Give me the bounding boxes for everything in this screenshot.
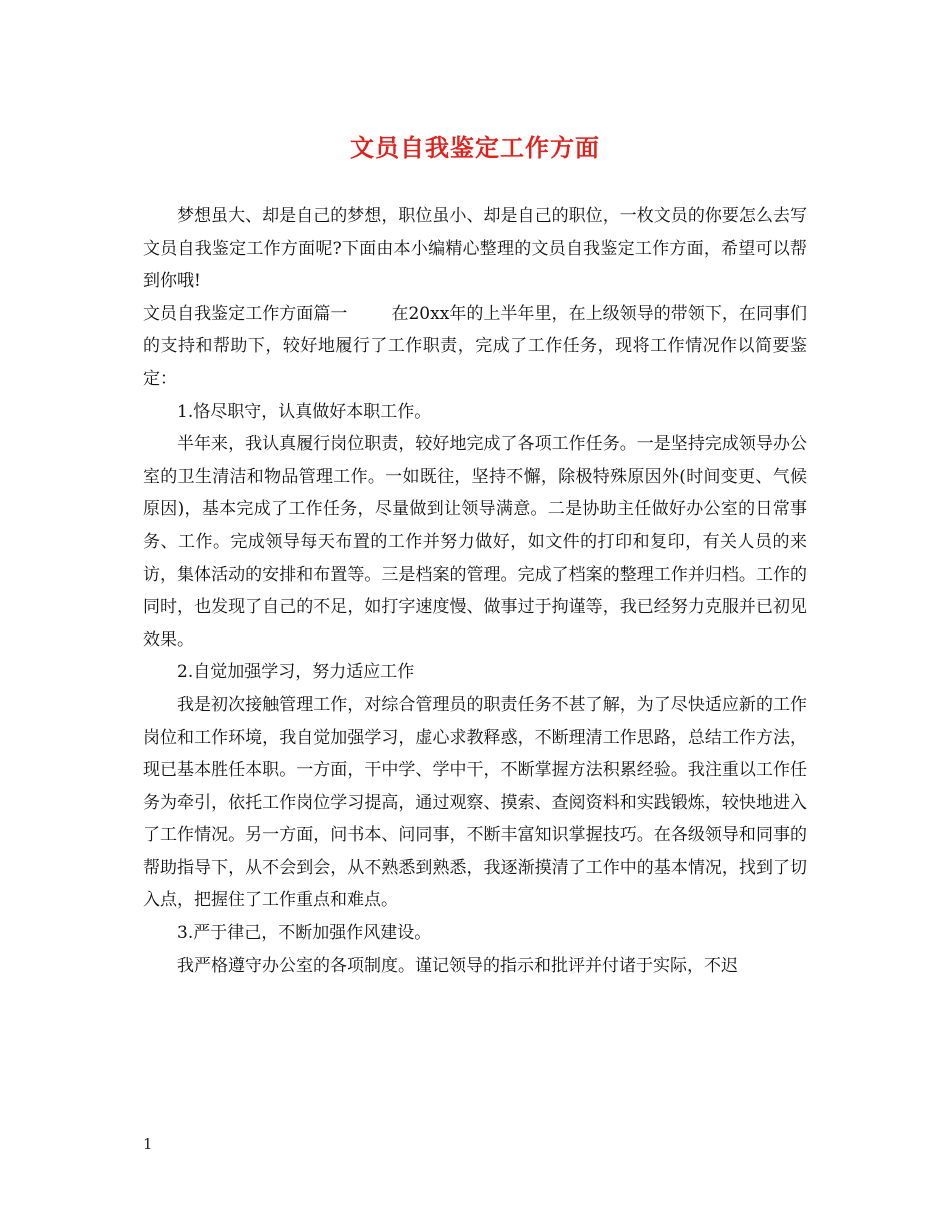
intro-paragraph: 梦想虽大、却是自己的梦想，职位虽小、却是自己的职位，一枚文员的你要怎么去写文员自我鉴定工作方面呢?下面由本小编精心整理的文员自我鉴定工作方面，希望可以帮到你哦!: [143, 206, 807, 292]
heading-3: 3.严于律己，不断加强作风建设。: [177, 923, 432, 944]
document-body: [143, 200, 807, 982]
heading-2: 2.自觉加强学习，努力适应工作: [177, 662, 415, 683]
document-title: 文员自我鉴定工作方面: [350, 133, 600, 162]
section-label: 文员自我鉴定工作方面篇一: [143, 303, 348, 324]
section-text: 在20xx年的上半年里，在上级领导的带领下，在同事们的支持和帮助下，较好地履行了工作职责，完成了工作任务，现将工作情况作以简要鉴定：: [143, 303, 808, 389]
page-number: 1: [143, 1135, 153, 1153]
heading-1: 1.恪尽职守，认真做好本职工作。: [177, 401, 432, 422]
paragraph-3: 我严格遵守办公室的各项制度。谨记领导的指示和批评并付诸于实际，不迟: [177, 955, 738, 976]
paragraph-2: 我是初次接触管理工作，对综合管理员的职责任务不甚了解，为了尽快适应新的工作岗位和工作环境，我自觉加强学习，虚心求教释惑，不断理清工作思路，总结工作方法，现已基本胜任本职。一方面，干中学、学中干，不断掌握方法积累经验。我注重以工作任务为牵引，依托工作岗位学习提高，通过观察、摸索、查阅资料和实践锻炼，较快地进入了工作情况。另一方面，问书本、问同事，不断丰富知识掌握技巧。在各级领导和同事的帮助指导下，从不会到会，从不熟悉到熟悉，我逐渐摸清了工作中的基本情况，找到了切入点，把握住了工作重点和难点。: [143, 694, 807, 911]
section-paragraph: [143, 298, 807, 396]
paragraph-1: 半年来，我认真履行岗位职责，较好地完成了各项工作任务。一是坚持完成领导办公室的卫生清洁和物品管理工作。一如既往，坚持不懈，除极特殊原因外(时间变更、气候原因)，基本完成了工作任务，尽量做到让领导满意。二是协助主任做好办公室的日常事务、工作。完成领导每天布置的工作并努力做好，如文件的打印和复印，有关人员的来访，集体活动的安排和布置等。三是档案的管理。完成了档案的整理工作并归档。工作的同时，也发现了自己的不足，如打字速度慢、做事过于拘谨等，我已经努力克服并已初见效果。: [143, 434, 807, 650]
